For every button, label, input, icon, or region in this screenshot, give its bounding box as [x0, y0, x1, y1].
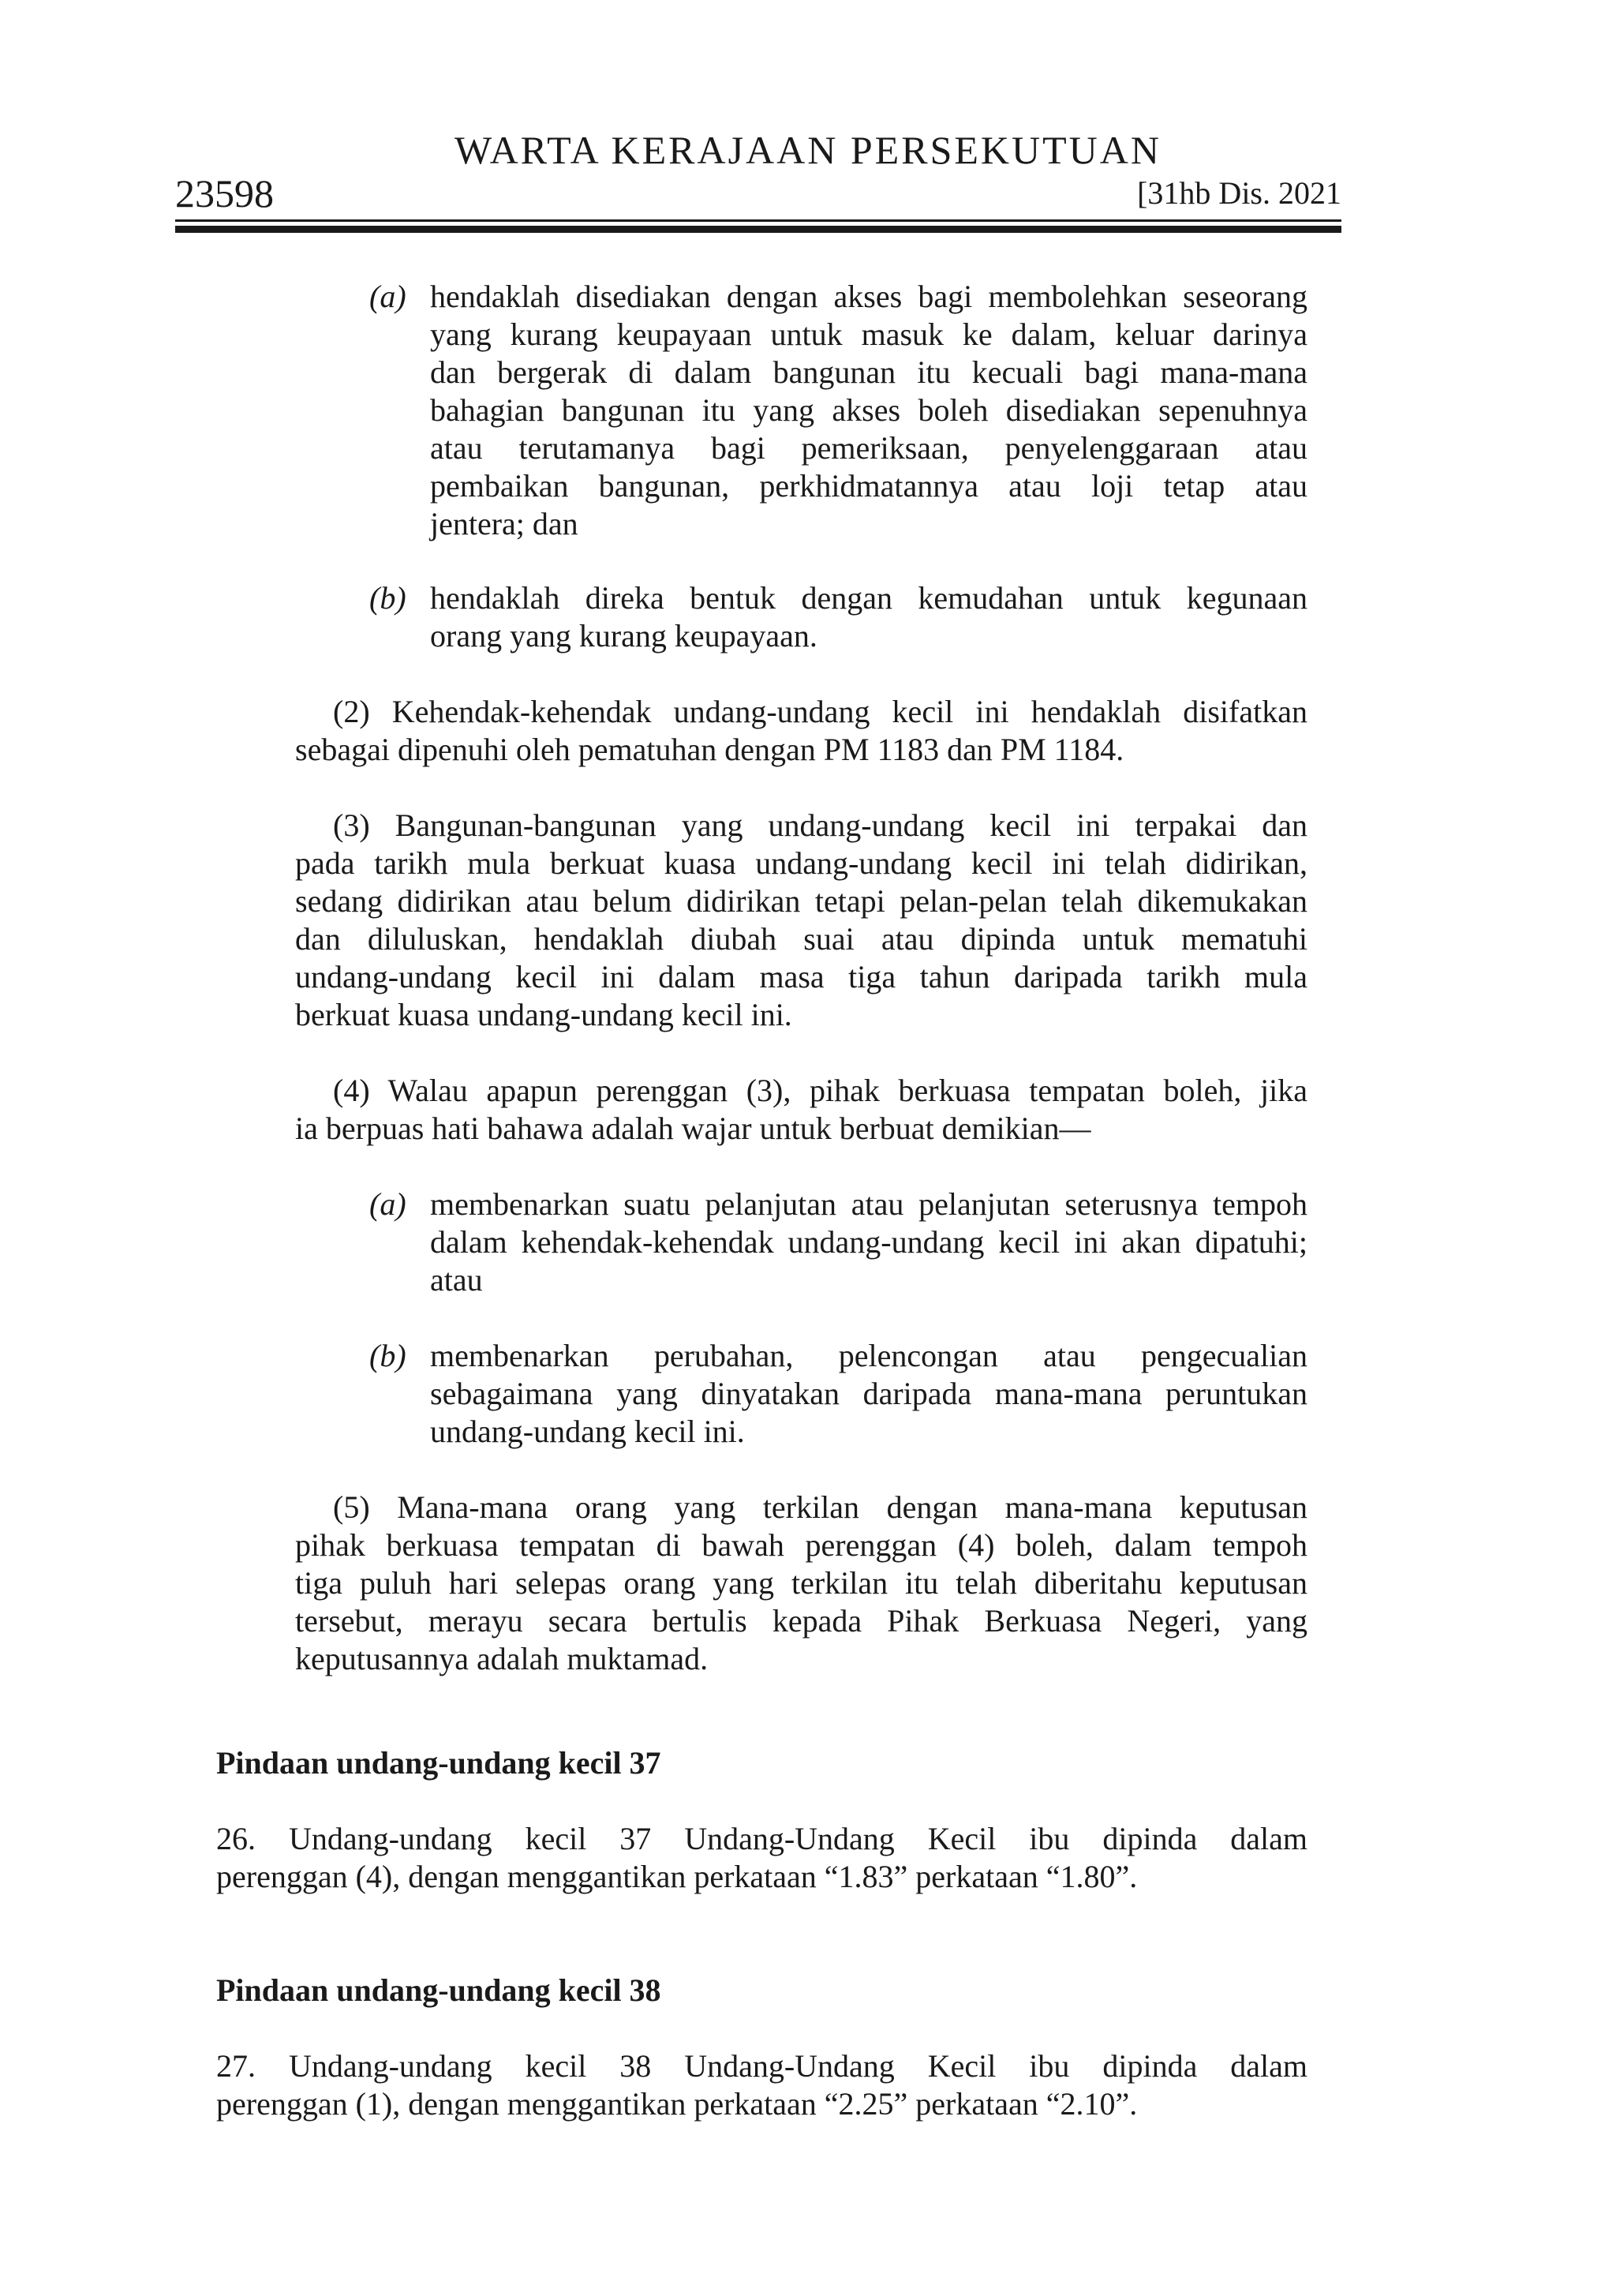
para-3-line: undang-undang kecil ini dalam masa tiga tahun daripada tarikh mula	[295, 959, 1307, 994]
clause-1a-line: bahagian bangunan itu yang akses boleh disediakan sepenuhnya	[430, 392, 1307, 428]
para-4-line: ia berpuas hati bahawa adalah wajar untuk berbuat demikian—	[295, 1111, 1091, 1146]
clause-4b-line: membenarkan perubahan, pelencongan atau pengecualian	[430, 1338, 1307, 1373]
para-5-line: tiga puluh hari selepas orang yang terkilan itu telah diberitahu keputusan	[295, 1565, 1307, 1601]
page-number: 23598	[175, 171, 274, 215]
clause-1b-line: orang yang kurang keupayaan.	[430, 618, 817, 654]
para-5-line: pihak berkuasa tempatan di bawah perenggan (4) boleh, dalam tempoh	[295, 1527, 1307, 1563]
section-heading-37: Pindaan undang-undang kecil 37	[216, 1745, 661, 1781]
clause-1a-line: jentera; dan	[430, 506, 578, 541]
issue-date: [31hb Dis. 2021	[1137, 175, 1341, 211]
header-rule-thick	[175, 226, 1341, 233]
section-38-line: perenggan (1), dengan menggantikan perkataan “2.25” perkataan “2.10”.	[216, 2086, 1138, 2122]
para-2-line: sebagai dipenuhi oleh pematuhan dengan PM 1183 dan PM 1184.	[295, 732, 1124, 767]
clause-label-1b: (b)	[369, 580, 406, 616]
clause-1a-line: dan bergerak di dalam bangunan itu kecuali bagi mana-mana	[430, 354, 1307, 390]
clause-4b-line: undang-undang kecil ini.	[430, 1414, 745, 1449]
clause-1a-line: pembaikan bangunan, perkhidmatannya atau loji tetap atau	[430, 468, 1307, 504]
section-38-line: 27. Undang-undang kecil 38 Undang-Undang Kecil ibu dipinda dalam	[216, 2048, 1307, 2084]
para-5-line: (5) Mana-mana orang yang terkilan dengan mana-mana keputusan	[333, 1489, 1307, 1525]
clause-label-4b: (b)	[369, 1338, 406, 1373]
clause-4a-line: atau	[430, 1262, 483, 1298]
clause-label-4a: (a)	[369, 1186, 406, 1222]
para-4-line: (4) Walau apapun perenggan (3), pihak berkuasa tempatan boleh, jika	[333, 1073, 1307, 1108]
para-2-line: (2) Kehendak-kehendak undang-undang kecil ini hendaklah disifatkan	[333, 694, 1307, 729]
para-3-line: pada tarikh mula berkuat kuasa undang-undang kecil ini telah didirikan,	[295, 845, 1307, 881]
para-3-line: (3) Bangunan-bangunan yang undang-undang kecil ini terpakai dan	[333, 807, 1307, 843]
para-3-line: berkuat kuasa undang-undang kecil ini.	[295, 997, 792, 1032]
section-37-line: 26. Undang-undang kecil 37 Undang-Undang Kecil ibu dipinda dalam	[216, 1821, 1307, 1856]
para-5-line: tersebut, merayu secara bertulis kepada Pihak Berkuasa Negeri, yang	[295, 1603, 1307, 1639]
section-heading-38: Pindaan undang-undang kecil 38	[216, 1972, 661, 2008]
gazette-title: WARTA KERAJAAN PERSEKUTUAN	[454, 128, 1162, 172]
para-5-line: keputusannya adalah muktamad.	[295, 1641, 709, 1676]
para-3-line: sedang didirikan atau belum didirikan tetapi pelan-pelan telah dikemukakan	[295, 883, 1307, 919]
para-3-line: dan diluluskan, hendaklah diubah suai atau dipinda untuk mematuhi	[295, 921, 1307, 957]
clause-1a-line: atau terutamanya bagi pemeriksaan, penyelenggaraan atau	[430, 430, 1307, 466]
clause-4a-line: membenarkan suatu pelanjutan atau pelanjutan seterusnya tempoh	[430, 1186, 1307, 1222]
clause-label-1a: (a)	[369, 279, 406, 314]
clause-1b-line: hendaklah direka bentuk dengan kemudahan untuk kegunaan	[430, 580, 1307, 616]
clause-4b-line: sebagaimana yang dinyatakan daripada mana-mana peruntukan	[430, 1376, 1307, 1411]
section-37-line: perenggan (4), dengan menggantikan perkataan “1.83” perkataan “1.80”.	[216, 1859, 1138, 1894]
clause-1a-line: hendaklah disediakan dengan akses bagi membolehkan seseorang	[430, 279, 1307, 314]
clause-4a-line: dalam kehendak-kehendak undang-undang kecil ini akan dipatuhi;	[430, 1224, 1307, 1260]
clause-1a-line: yang kurang keupayaan untuk masuk ke dalam, keluar darinya	[430, 316, 1307, 352]
header-rule-thin	[175, 219, 1341, 222]
